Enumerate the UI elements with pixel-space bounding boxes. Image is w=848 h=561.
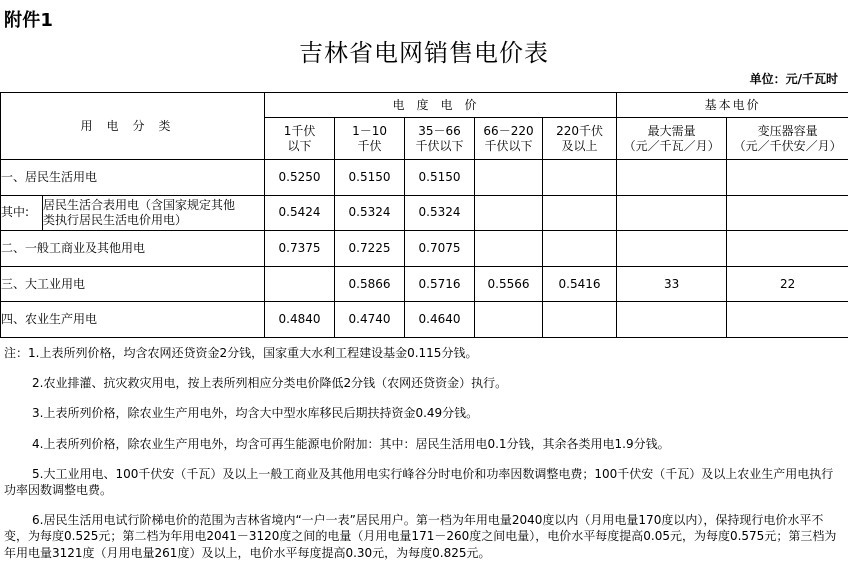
price-cell: 0.5866 [335,266,405,302]
price-cell: 0.7375 [265,231,335,267]
price-table [0,92,848,338]
category-label: 二、一般工商业及其他用电 [1,231,265,267]
category-label: 四、农业生产用电 [1,302,265,338]
category-header: 用电分类 [1,93,265,160]
table-row [1,266,848,302]
price-cell [475,302,543,338]
price-table-wrapper [0,92,848,338]
price-cell: 0.5250 [265,160,335,196]
price-cell: 0.5416 [543,266,617,302]
price-cell: 0.5150 [335,160,405,196]
voltage-level-header: 35－66 千伏以下 [405,118,475,160]
price-cell: 0.5566 [475,266,543,302]
price-cell [475,160,543,196]
note-item: 2.农业排灌、抗灾救灾用电，按上表所列相应分类电价降低2分钱（农网还贷资金）执行。 [4,375,844,391]
basic-price-cell [727,231,848,267]
price-cell [475,195,543,231]
price-cell: 0.7225 [335,231,405,267]
basic-price-cell [727,160,848,196]
table-row [1,231,848,267]
energy-price-header: 电度电价 [265,93,617,118]
attachment-label: 附件1 [4,6,53,32]
price-cell: 0.7075 [405,231,475,267]
price-cell: 0.5324 [405,195,475,231]
document-title: 吉林省电网销售电价表 [0,33,848,68]
table-row [1,302,848,338]
note-item: 4.上表所列价格，除农业生产用电外，均含可再生能源电价附加：其中：居民生活用电0.1分钱，其余各类用电1.9分钱。 [4,436,844,452]
category-label: 一、居民生活用电 [1,160,265,196]
voltage-level-header: 66－220 千伏以下 [475,118,543,160]
price-cell [543,195,617,231]
note-item: 3.上表所列价格，除农业生产用电外，均含大中型水库移民后期扶持资金0.49分钱。 [4,405,844,421]
basic-price-cell [617,160,727,196]
basic-price-cell [617,195,727,231]
basic-price-cell: 33 [617,266,727,302]
voltage-level-header: 1千伏 以下 [265,118,335,160]
price-cell [475,231,543,267]
basic-price-cell: 22 [727,266,848,302]
notes-section [4,345,844,561]
price-cell: 0.5424 [265,195,335,231]
price-cell: 0.4740 [335,302,405,338]
category-label: 三、大工业用电 [1,266,265,302]
price-cell [543,231,617,267]
sub-category-prefix: 其中: [1,195,43,231]
basic-price-cell [617,302,727,338]
unit-label: 单位：元/千瓦时 [750,70,838,87]
basic-price-cell [727,302,848,338]
price-cell: 0.5150 [405,160,475,196]
table-row [1,195,848,231]
price-cell: 0.4840 [265,302,335,338]
voltage-level-header: 1－10 千伏 [335,118,405,160]
header-row-1 [1,93,848,118]
note-item: 注：1.上表所列价格，均含农网还贷资金2分钱，国家重大水利工程建设基金0.115分钱。 [4,345,844,361]
table-row [1,160,848,196]
price-cell: 0.5716 [405,266,475,302]
price-cell [543,302,617,338]
price-cell [543,160,617,196]
price-cell: 0.5324 [335,195,405,231]
basic-price-header: 基本电价 [617,93,848,118]
basic-price-cell [727,195,848,231]
note-item: 6.居民生活用电试行阶梯电价的范围为吉林省境内“一户一表”居民用户。第一档为年用电量2040度以内（月用电量170度以内），保持现行电价水平不变，为每度0.525元；第二档为年用电2041－3120度之间的电量（月用电量171－260度之间电量），电价水平每度提高0.05元，为每度0.575元；第三档为年用电量3121度（月用电量261度）及以上，电价水平每度提高0.30元，为每度0.825元。 [4,512,844,561]
transformer-capacity-header: 变压器容量 （元／千伏安／月） [727,118,848,160]
note-item: 5.大工业用电、100千伏安（千瓦）及以上一般工商业及其他用电实行峰谷分时电价和功率因数调整电费；100千伏安（千瓦）及以上农业生产用电执行功率因数调整电费。 [4,466,844,498]
max-demand-header: 最大需量 （元／千瓦／月） [617,118,727,160]
price-cell [265,266,335,302]
price-cell: 0.4640 [405,302,475,338]
sub-category-label: 居民生活合表用电（含国家规定其他 类执行居民生活电价用电） [43,195,265,231]
basic-price-cell [617,231,727,267]
voltage-level-header: 220千伏 及以上 [543,118,617,160]
